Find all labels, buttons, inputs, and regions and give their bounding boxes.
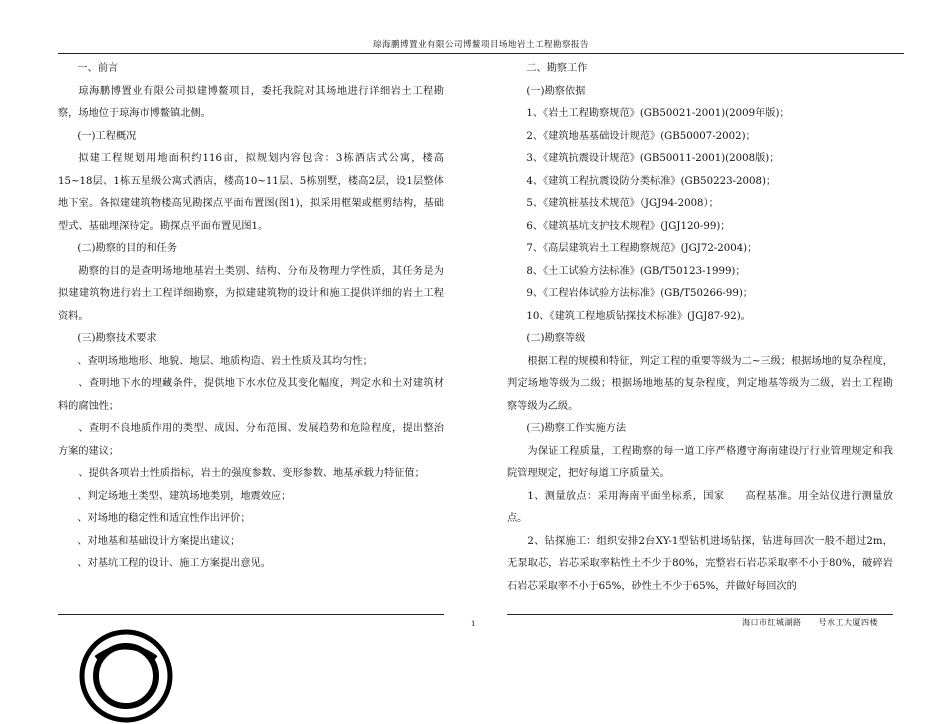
right-paragraph-1: (一)勘察依据 <box>526 85 586 97</box>
right-paragraph-2: 1、《岩土工程勘察规范》(GB50021-2001)(2009年版)； <box>526 108 790 119</box>
right-paragraph-16: 1、测量放点：采用海南平面坐标系，国家 高程基准。用全站仪进行测量放点。 <box>507 490 893 524</box>
left-paragraph-12: 、对场地的稳定性和适宜性作出评价； <box>77 513 251 524</box>
left-paragraph-11: 、判定场地土类型、建筑场地类别，地震效应； <box>77 490 292 502</box>
left-paragraph-5: 勘察的目的是查明场地地基岩土类别、结构、分布及物理力学性质，其任务是为拟建建筑物进行岩土工程详细勘察，为拟建建筑物的设计和施工提供详细的岩土工程资料。 <box>58 265 444 322</box>
left-paragraph-9: 、查明不良地质作用的类型、成因、分布范围、发展趋势和危险程度，提出整治方案的建议； <box>58 423 444 457</box>
footer-address: 海口市红城湖路 号水工大厦四楼 <box>742 618 878 627</box>
right-paragraph-10: 9、《工程岩体试验方法标准》(GB/T50266-99)； <box>526 288 753 299</box>
right-paragraph-4: 3、《建筑抗震设计规范》(GB50011-2001)(2008版)； <box>526 153 780 164</box>
right-paragraph-12: (二)勘察等级 <box>526 333 586 344</box>
footer-rule-left <box>58 614 444 615</box>
left-paragraph-14: 、对基坑工程的设计、施工方案提出意见。 <box>77 558 271 569</box>
right-paragraph-9: 8、《土工试验方法标准》(GB/T50123-1999)； <box>526 265 746 277</box>
right-paragraph-11: 10、《建筑工程地质钻探技术标准》(JGJ87-92)。 <box>526 310 751 322</box>
right-column <box>507 58 893 598</box>
footer-rule-right <box>507 614 893 615</box>
seal-stamp-icon <box>78 628 174 724</box>
right-paragraph-0: 二、勘察工作 <box>526 63 588 74</box>
page-number: 1 <box>471 620 476 628</box>
right-paragraph-7: 6、《建筑基坑支护技术规程》(JGJ120-99)； <box>526 220 731 232</box>
left-paragraph-13: 、对地基和基础设计方案提出建议； <box>77 535 241 547</box>
right-paragraph-6: 5、《建筑桩基技术规范》（JGJ94-2008）； <box>526 198 719 209</box>
left-column <box>58 58 444 576</box>
right-paragraph-17: 2、钻探施工：组织安排2台XY-1型钻机进场钻探，钻进每回次一般不超过2m，无泵取芯，岩芯采取率粘性土不少于80%，完整岩石岩芯采取率不小于80%，破碎岩石岩芯采取率不小于65%，砂性土不少于65%，并做好每回次的 <box>507 535 893 592</box>
right-paragraph-13: 根据工程的规模和特征，判定工程的重要等级为二~三级；根据场地的复杂程度，判定场地等级为二级；根据场地地基的复杂程度，判定地基等级为二级，岩土工程勘察等级为乙级。 <box>507 355 893 412</box>
running-header <box>58 38 904 54</box>
left-paragraph-3: 拟建工程规划用地面积约116亩，拟规划内容包含：3栋酒店式公寓，楼高15~18层、1栋五星级公寓式酒店，楼高10~11层、5栋别墅，楼高2层，设1层整体地下室。各拟建建筑物楼高见勘探点平面布置图(图1)，拟采用框架或框剪结构，基础型式、基础埋深待定。勘探点平面布置见图1。 <box>58 153 444 232</box>
right-paragraph-15: 为保证工程质量，工程勘察的每一道工序严格遵守海南建设厅行业管理规定和我院管理规定，把好每道工序质量关。 <box>507 445 893 479</box>
left-paragraph-10: 、提供各项岩土性质指标，岩土的强度参数、变形参数、地基承载力特征值； <box>78 468 425 479</box>
left-paragraph-2: (一)工程概况 <box>77 130 137 142</box>
left-paragraph-6: (三)勘察技术要求 <box>77 333 157 344</box>
header-title: 琼海鹏博置业有限公司博鳌项目场地岩土工程勘察报告 <box>372 40 589 50</box>
right-paragraph-8: 7、《高层建筑岩土工程勘察规范》(JGJ72-2004)； <box>526 243 758 254</box>
right-paragraph-5: 4、《建筑工程抗震设防分类标准》(GB50223-2008)； <box>526 175 777 187</box>
right-paragraph-14: (三)勘察工作实施方法 <box>526 423 627 434</box>
left-paragraph-8: 、查明地下水的埋藏条件，提供地下水水位及其变化幅度，判定水和土对建筑材料的腐蚀性； <box>58 378 444 412</box>
right-paragraph-3: 2、《建筑地基基础设计规范》(GB50007-2002)； <box>526 130 756 142</box>
left-paragraph-4: (二)勘察的目的和任务 <box>77 243 178 254</box>
left-paragraph-7: 、查明场地地形、地貌、地层、地质构造、岩土性质及其均匀性； <box>77 355 373 367</box>
left-paragraph-0: 一、前言 <box>77 63 119 74</box>
left-paragraph-1: 琼海鹏博置业有限公司拟建博鳌项目，委托我院对其场地进行详细岩土工程勘察，场地位于琼海市博鳌镇北侧。 <box>58 85 444 119</box>
